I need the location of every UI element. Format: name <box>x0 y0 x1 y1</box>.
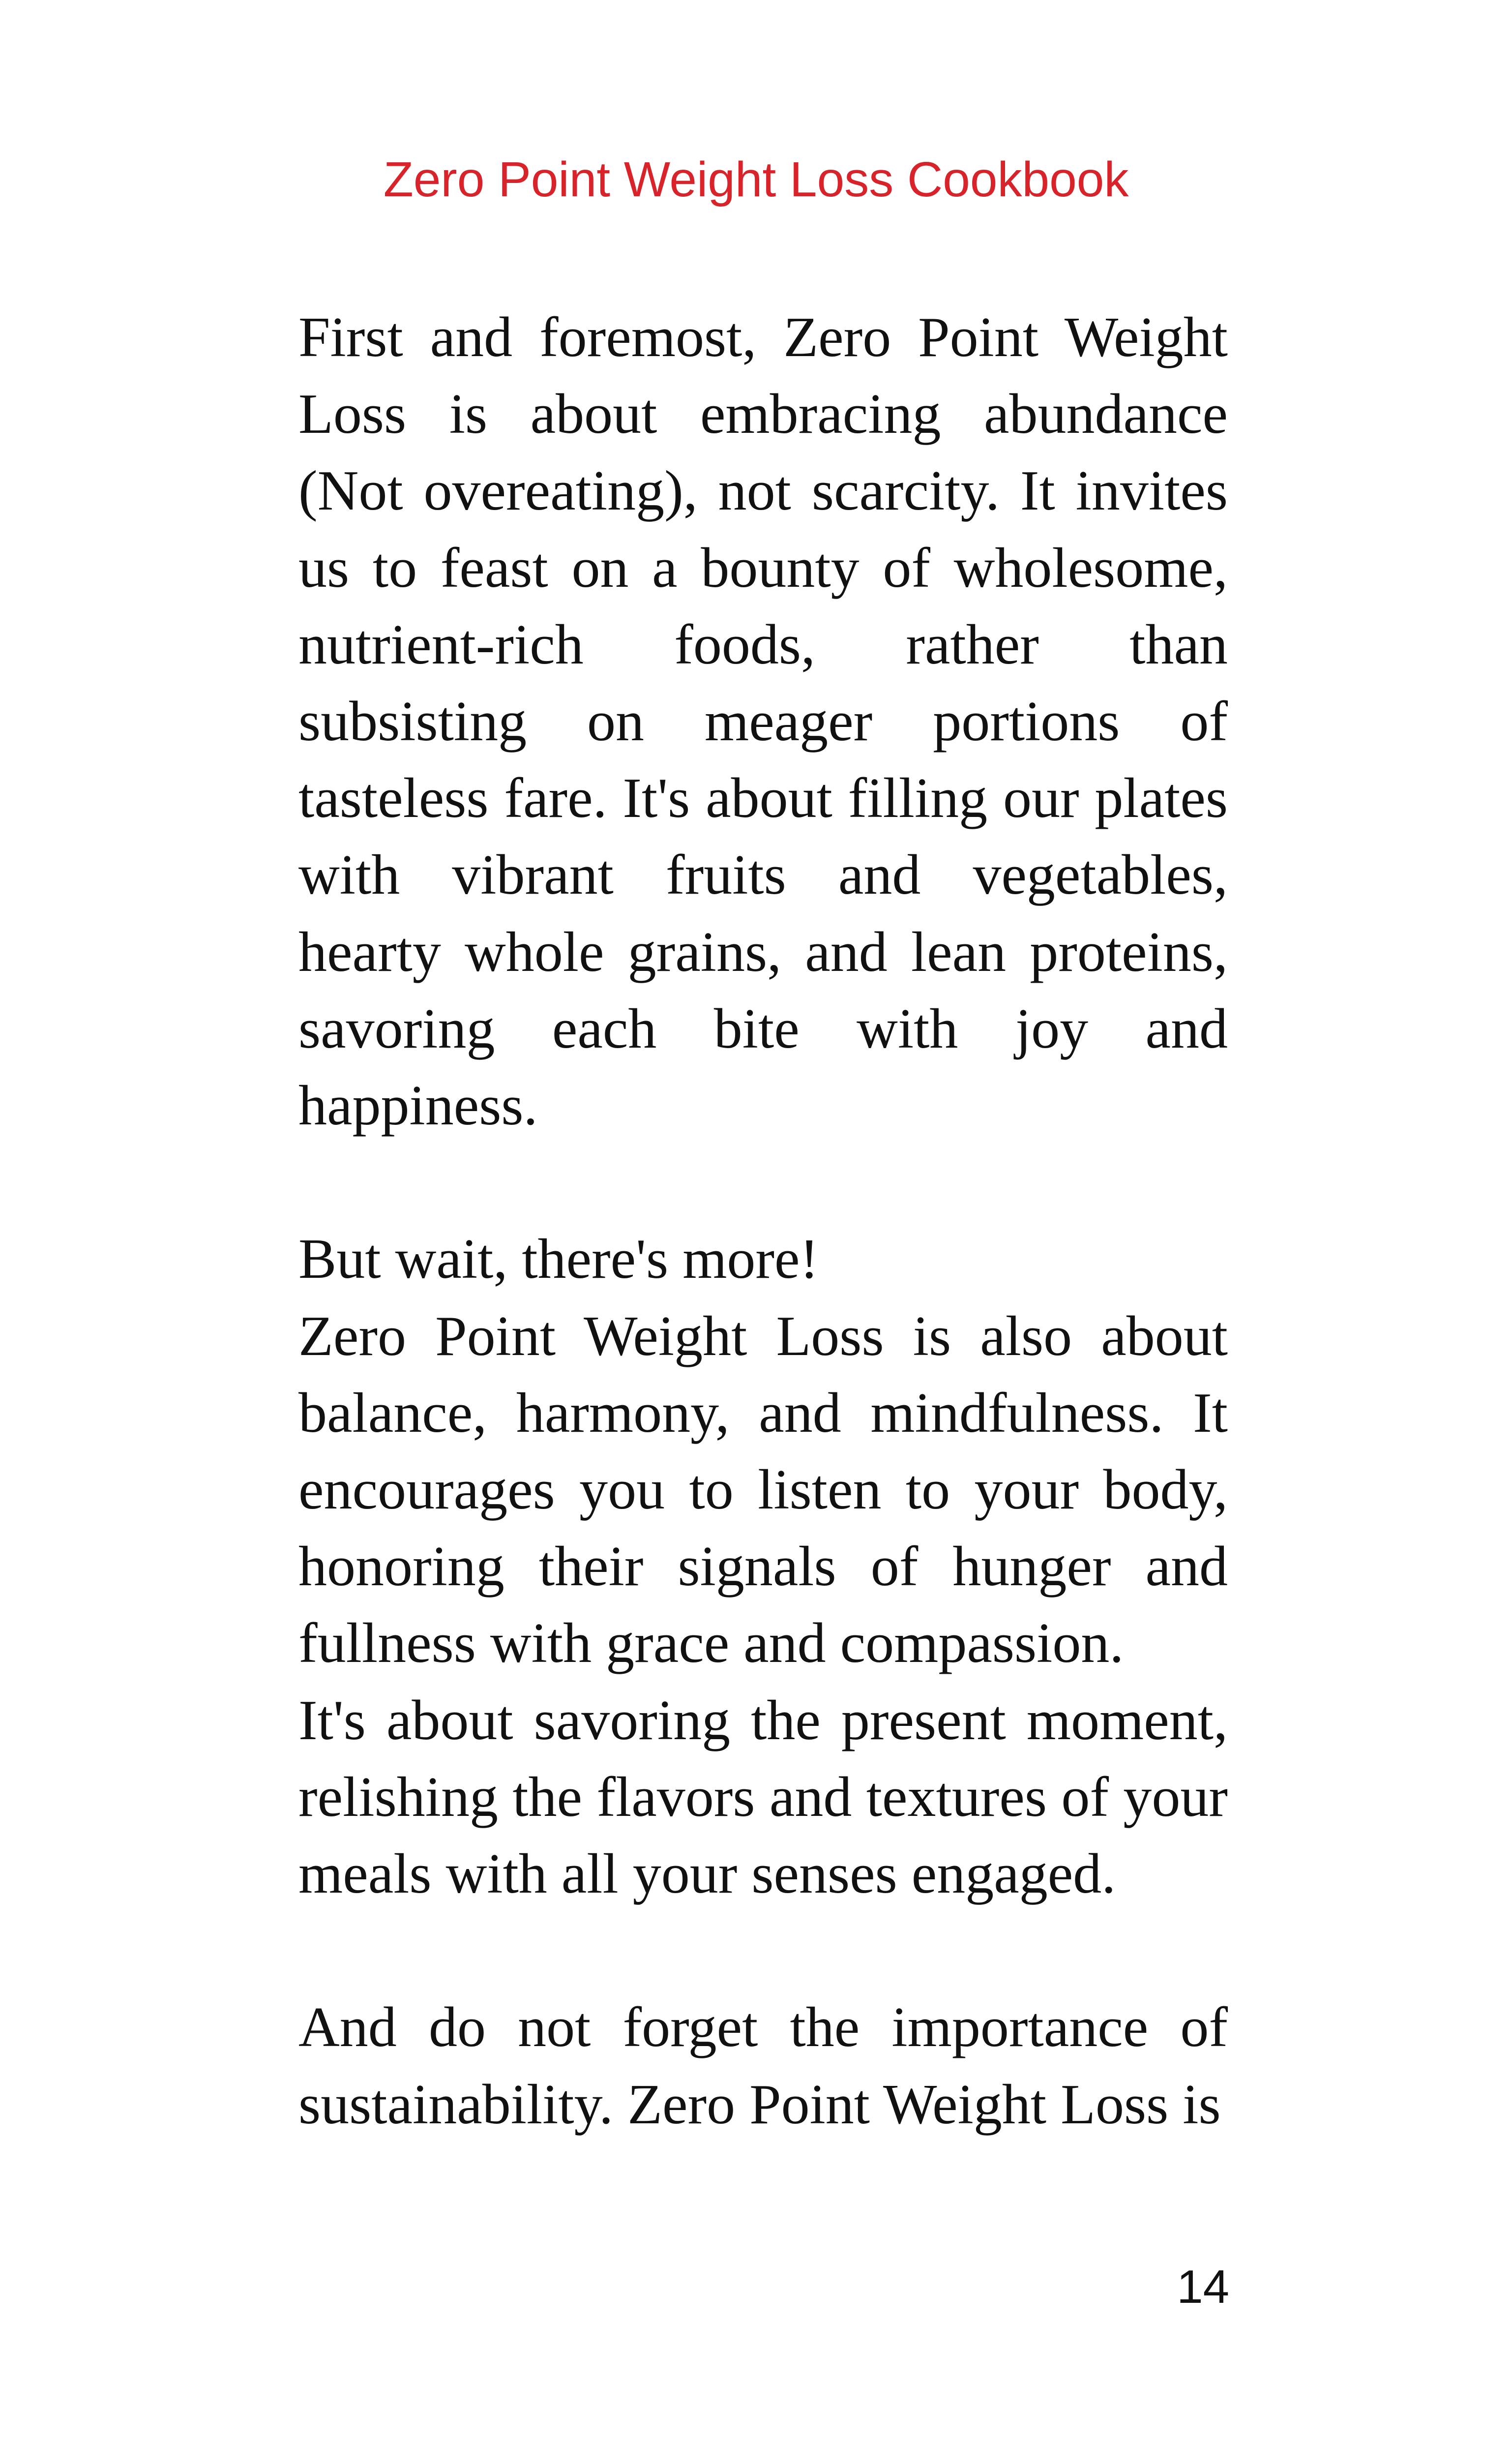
paragraph-gap <box>298 1912 1228 1989</box>
paragraph-balance: Zero Point Weight Loss is also about balance, harmony, and mindfulness. It encourages you to listen to your body, honoring their signals of hunger and fullness with grace and compassion. <box>298 1304 1228 1675</box>
body-text <box>298 299 1228 2143</box>
page-number: 14 <box>1177 2261 1229 2313</box>
paragraph-but-wait: But wait, there's more! <box>298 1228 819 1291</box>
paragraph-gap <box>298 1144 1228 1221</box>
paragraph-abundance: First and foremost, Zero Point Weight Loss is about embracing abundance (Not overeating), not scarcity. It invites us to feast on a bounty of wholesome, nutrient-rich foods, rather than subsisting on meager portions of tasteless fare. It's about filling our plates with vibrant fruits and vegetables, hearty whole grains, and lean proteins, savoring each bite with joy and happiness. <box>298 306 1228 1138</box>
running-header-title: Zero Point Weight Loss Cookbook <box>383 152 1129 207</box>
paragraph-sustainability: And do not forget the importance of sustainability. Zero Point Weight Loss is <box>298 1996 1228 2136</box>
paragraph-savoring: It's about savoring the present moment, relishing the flavors and textures of your meals with all your senses engaged. <box>298 1689 1228 1906</box>
